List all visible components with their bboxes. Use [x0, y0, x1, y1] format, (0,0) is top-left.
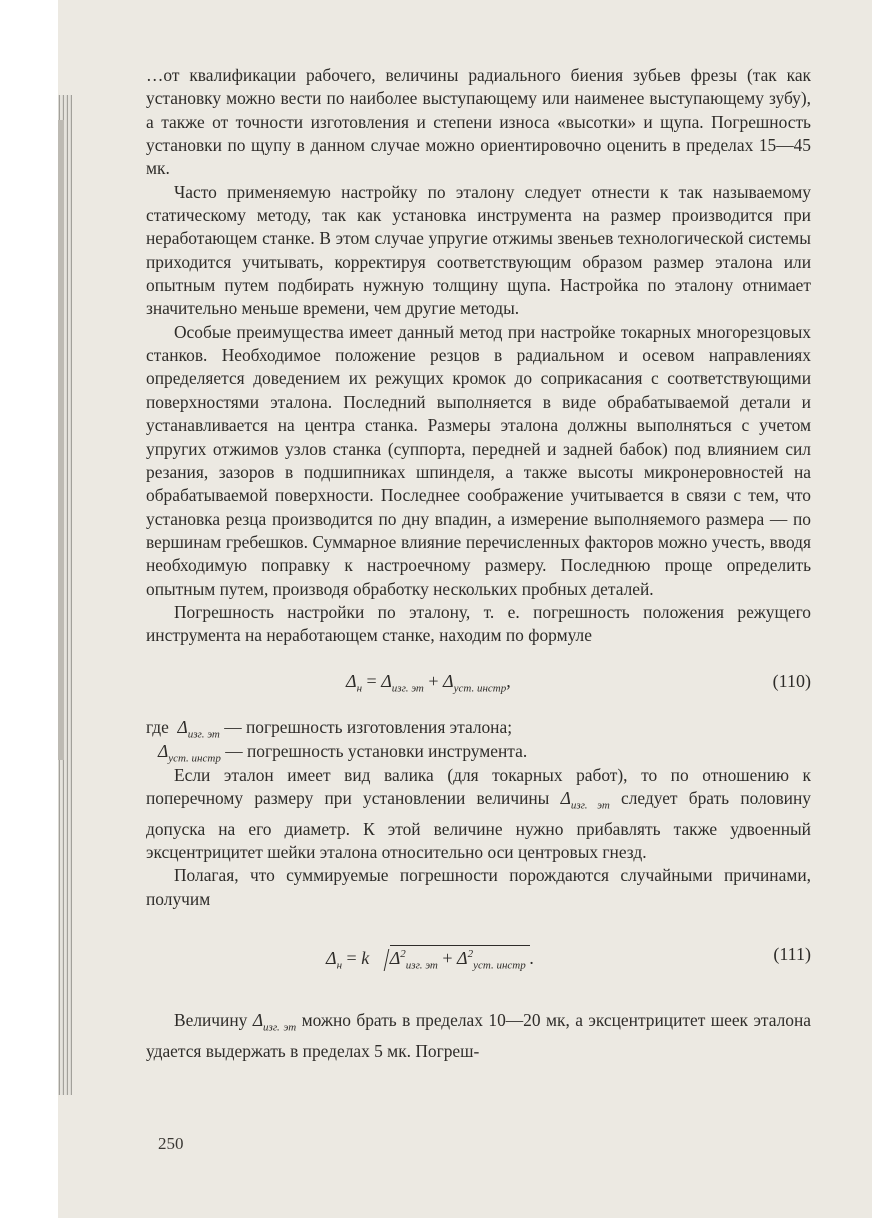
page-body	[146, 64, 811, 1063]
paragraph: Если эталон имеет вид валика (для токарных работ), то по отношению к поперечному размеру при установлении величины $\Delta_{изг. эт}$ следует брать половину допуска на его диаметр. К этой величине нужно прибавлять также удвоенный эксцентрицитет шейки эталона относительно оси центровых гнезд.	[146, 764, 811, 863]
symbol-definitions	[146, 716, 811, 764]
square-root: $\Delta^2_{изг. эт} + \Delta^2_{уст. инстр}$	[374, 943, 530, 978]
paragraph: …от квалификации рабочего, величины радиального биения зубьев фрезы (так как установку можно вести по наиболее выступающему или наименее выступающему зубу), а также от точности изготовления и степени износа «высотки» и щупа. Погрешность установки по щупу в данном случае можно ориентировочно оценить в пределах 15—45 мк.	[146, 65, 811, 179]
formula-expression: $\Delta_н = k$ $\Delta^2_{изг. эт} + \Delta^2_{уст. инстр}$ .	[326, 943, 534, 978]
paragraph: Величину $\Delta_{изг. эт}$ можно брать в пределах 10—20 мк, а эксцентрицитет шеек эталона удается выдержать в пределах 5 мк. Погреш-	[146, 1010, 811, 1061]
paragraph: Полагая, что суммируемые погрешности порождаются случайными причинами, получим	[146, 865, 811, 909]
equation-number: (110)	[772, 670, 811, 691]
equation-number: (111)	[773, 944, 811, 965]
binding-shadow	[58, 120, 64, 760]
definition-line: $\Delta_{уст. инстр}$ — погрешность установки инструмента.	[158, 740, 528, 765]
formula-110	[146, 660, 811, 704]
formula-expression: $\Delta_н = \Delta_{изг. эт} + \Delta_{уст. инстр}$,	[346, 670, 511, 695]
paragraph: Погрешность настройки по эталону, т. е. погрешность положения режущего инструмента на неработающем станке, находим по формуле	[146, 601, 811, 646]
formula-111	[146, 925, 811, 987]
definition-line: где $\Delta_{изг. эт}$ — погрешность изготовления эталона;	[146, 716, 513, 741]
paragraph: Особые преимущества имеет данный метод при настройке токарных многорезцовых станков. Необходимое положение резцов в радиальном и осевом направлениях определяется доведением их режущих кромок до соприкасания с соответствующими поверхностями эталона. Последний выполняется в виде обрабатываемой детали и устанавливается на центра станка. Размеры эталона должны выполняться с учетом упругих отжимов узлов станка (суппорта, передней и задней бабок) под влиянием сил резания, зазоров в подшипниках шпинделя, а также высоты микронеровностей на обрабатываемой поверхности. Последнее соображение учитывается в связи с тем, что установка резца производится по дну впадин, а измерение выполняемого размера — по вершинам гребешков. Суммарное влияние перечисленных факторов можно учесть, вводя необходимую поправку к настроечному размеру. Последнюю проще определить опытным путем, производя обработку нескольких пробных деталей.	[146, 321, 811, 599]
paragraph: Часто применяемую настройку по эталону следует отнести к так называемому статическому методу, так как установка инструмента на размер производится при неработающем станке. В этом случае упругие отжимы звеньев технологической системы приходится учитывать, корректируя соответствующим образом размер эталона или опытным путем подбирать нужную толщину щупа. Настройка по эталону отнимает значительно меньше времени, чем другие методы.	[146, 181, 811, 319]
page-number: 250	[158, 1134, 184, 1153]
book-page	[58, 0, 872, 1218]
